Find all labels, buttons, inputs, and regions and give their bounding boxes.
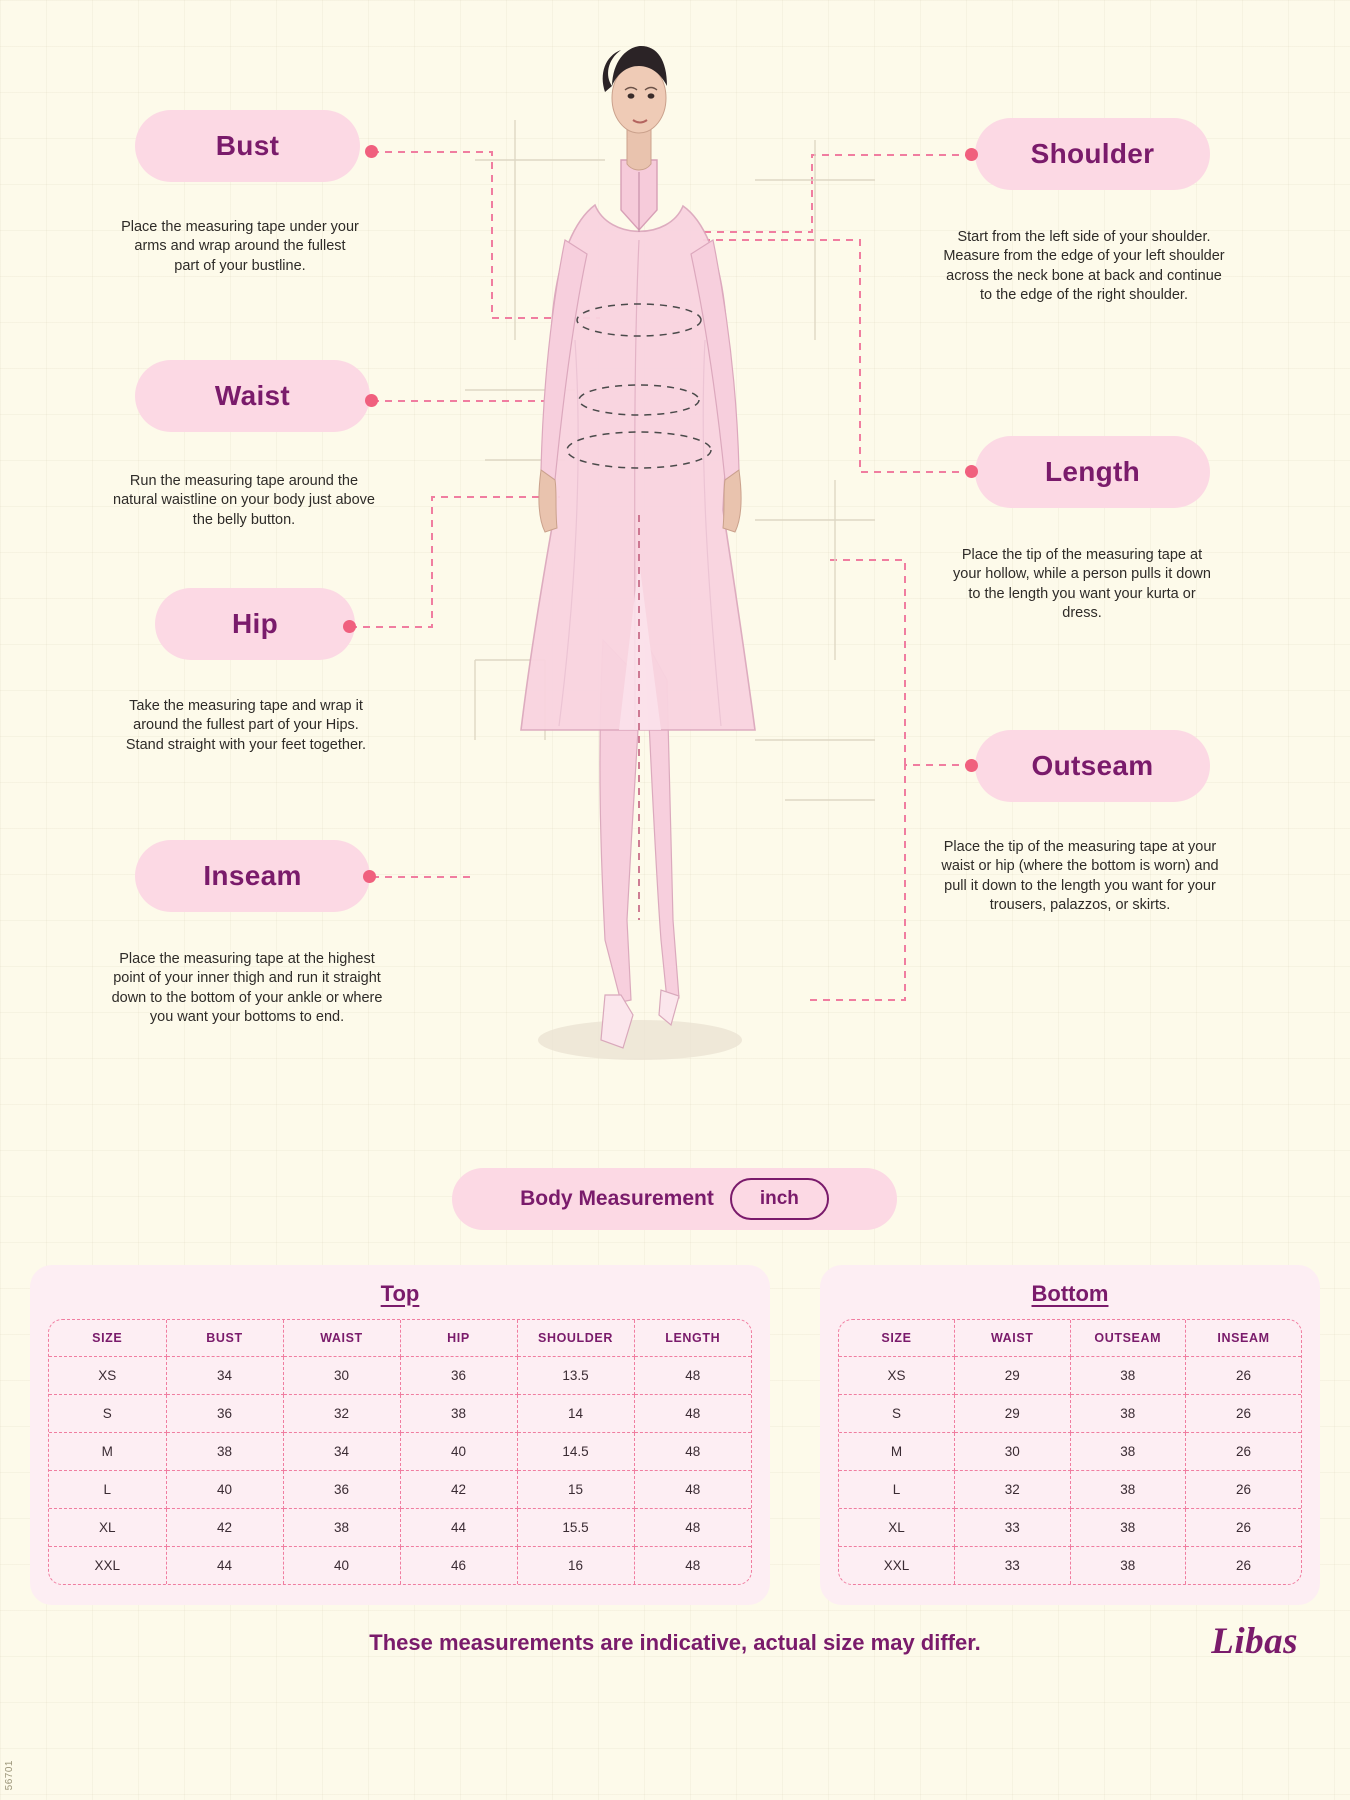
bottom-table-column-header: INSEAM	[1186, 1320, 1302, 1357]
top-table-title: Top	[380, 1281, 420, 1306]
bottom-table-cell: 29	[955, 1357, 1071, 1395]
bottom-table-cell: XL	[839, 1509, 955, 1547]
top-table-cell: M	[49, 1433, 166, 1471]
top-table-cell: 46	[400, 1547, 517, 1585]
table-row	[49, 1471, 751, 1509]
table-row	[49, 1547, 751, 1585]
pill-inseam-label: Inseam	[203, 860, 302, 891]
top-table-cell: XS	[49, 1357, 166, 1395]
top-table-column-header: BUST	[166, 1320, 283, 1357]
pill-bust-label: Bust	[215, 130, 280, 161]
top-table-cell: 40	[166, 1471, 283, 1509]
bottom-table-cell: 29	[955, 1395, 1071, 1433]
footer-note: These measurements are indicative, actual size may differ.	[369, 1630, 981, 1655]
top-table-cell: 48	[634, 1395, 751, 1433]
bottom-table-cell: XS	[839, 1357, 955, 1395]
bottom-table-cell: 33	[955, 1547, 1071, 1585]
pill-length-label: Length	[1044, 456, 1141, 487]
top-table-cell: 36	[283, 1471, 400, 1509]
table-row	[839, 1357, 1301, 1395]
table-row	[839, 1395, 1301, 1433]
desc-inseam: Place the measuring tape at the highest point of your inner thigh and run it straight down to the bottom of your ankle or where you want your bottoms to end.	[111, 951, 383, 1025]
top-table-cell: S	[49, 1395, 166, 1433]
unit-toggle[interactable]: inch	[730, 1178, 829, 1220]
table-row	[839, 1509, 1301, 1547]
pill-bust[interactable]	[135, 110, 360, 182]
table-row	[49, 1509, 751, 1547]
pill-shoulder[interactable]	[975, 118, 1210, 190]
top-table-cell: 14.5	[517, 1433, 634, 1471]
top-table-cell: 36	[400, 1357, 517, 1395]
top-table-cell: 14	[517, 1395, 634, 1433]
bottom-table-cell: 38	[1070, 1509, 1186, 1547]
top-table-cell: 48	[634, 1547, 751, 1585]
table-row	[839, 1547, 1301, 1585]
anchor-dot-inseam	[363, 870, 376, 883]
desc-hip: Take the measuring tape and wrap it around the fullest part of your Hips. Stand straight with your feet together.	[125, 698, 367, 753]
bottom-table-cell: 26	[1186, 1433, 1302, 1471]
bottom-table-cell: M	[839, 1433, 955, 1471]
bottom-table-cell: L	[839, 1471, 955, 1509]
anchor-dot-waist	[365, 394, 378, 407]
top-table-cell: L	[49, 1471, 166, 1509]
pill-outseam[interactable]	[975, 730, 1210, 802]
top-table-cell: 48	[634, 1471, 751, 1509]
bottom-table-column-header: SIZE	[839, 1320, 955, 1357]
top-table-column-header: WAIST	[283, 1320, 400, 1357]
table-row	[49, 1357, 751, 1395]
top-table-cell: XL	[49, 1509, 166, 1547]
body-measurement-label: Body Measurement	[520, 1187, 714, 1210]
pill-hip-label: Hip	[231, 608, 278, 639]
bottom-size-table	[839, 1320, 1301, 1584]
table-row	[839, 1433, 1301, 1471]
corner-code: 56701	[4, 1759, 15, 1790]
bottom-table-cell: 38	[1070, 1395, 1186, 1433]
anchor-dot-outseam	[965, 759, 978, 772]
top-table-cell: 44	[400, 1509, 517, 1547]
bottom-table-cell: 30	[955, 1433, 1071, 1471]
model-illustration	[455, 40, 895, 1120]
top-table-cell: 48	[634, 1509, 751, 1547]
desc-length: Place the tip of the measuring tape at your hollow, while a person pulls it down to the length you want your kurta or dress.	[953, 547, 1211, 621]
desc-bust: Place the measuring tape under your arms and wrap around the fullest part of your bustline.	[121, 219, 359, 274]
pill-waist-label: Waist	[214, 380, 291, 411]
top-table-cell: 38	[166, 1433, 283, 1471]
top-table-cell: 40	[400, 1433, 517, 1471]
bottom-table-cell: 32	[955, 1471, 1071, 1509]
body-measurement-bar	[452, 1168, 897, 1230]
pill-hip[interactable]	[155, 588, 355, 660]
table-row	[49, 1433, 751, 1471]
bottom-table-cell: 26	[1186, 1395, 1302, 1433]
top-table-column-header: LENGTH	[634, 1320, 751, 1357]
top-table-cell: 15.5	[517, 1509, 634, 1547]
bottom-size-table-card	[820, 1265, 1320, 1605]
anchor-dot-bust	[365, 145, 378, 158]
top-table-cell: 13.5	[517, 1357, 634, 1395]
bottom-table-cell: S	[839, 1395, 955, 1433]
bottom-table-column-header: OUTSEAM	[1070, 1320, 1186, 1357]
pill-length[interactable]	[975, 436, 1210, 508]
top-table-cell: 48	[634, 1357, 751, 1395]
anchor-dot-shoulder	[965, 148, 978, 161]
top-table-cell: 32	[283, 1395, 400, 1433]
desc-waist: Run the measuring tape around the natural waistline on your body just above the belly button.	[113, 473, 375, 528]
top-table-cell: 42	[400, 1471, 517, 1509]
bottom-table-cell: 38	[1070, 1471, 1186, 1509]
top-table-cell: 15	[517, 1471, 634, 1509]
top-table-cell: 30	[283, 1357, 400, 1395]
table-row	[839, 1471, 1301, 1509]
bottom-table-cell: 26	[1186, 1509, 1302, 1547]
pill-inseam[interactable]	[135, 840, 370, 912]
anchor-dot-length	[965, 465, 978, 478]
top-table-header-row	[49, 1320, 751, 1357]
top-size-table	[49, 1320, 751, 1584]
top-table-cell: 40	[283, 1547, 400, 1585]
bottom-table-cell: 38	[1070, 1357, 1186, 1395]
pill-outseam-label: Outseam	[1031, 750, 1154, 781]
bottom-table-cell: 33	[955, 1509, 1071, 1547]
bottom-table-cell: 38	[1070, 1433, 1186, 1471]
brand-logo: Libas	[1211, 1621, 1298, 1662]
bottom-table-cell: 26	[1186, 1471, 1302, 1509]
bottom-table-cell: 26	[1186, 1547, 1302, 1585]
bottom-table-cell: 38	[1070, 1547, 1186, 1585]
top-table-cell: XXL	[49, 1547, 166, 1585]
desc-outseam: Place the tip of the measuring tape at your waist or hip (where the bottom is worn) and pull it down to the length you want for your trousers, palazzos, or skirts.	[941, 839, 1219, 913]
bottom-table-title: Bottom	[1031, 1281, 1109, 1306]
anchor-dot-hip	[343, 620, 356, 633]
top-table-cell: 34	[166, 1357, 283, 1395]
top-table-cell: 44	[166, 1547, 283, 1585]
top-table-cell: 16	[517, 1547, 634, 1585]
top-table-cell: 36	[166, 1395, 283, 1433]
table-row	[49, 1395, 751, 1433]
bottom-table-header-row	[839, 1320, 1301, 1357]
bottom-table-cell: XXL	[839, 1547, 955, 1585]
top-table-cell: 38	[283, 1509, 400, 1547]
top-table-column-header: SIZE	[49, 1320, 166, 1357]
top-table-column-header: HIP	[400, 1320, 517, 1357]
top-table-column-header: SHOULDER	[517, 1320, 634, 1357]
bottom-table-column-header: WAIST	[955, 1320, 1071, 1357]
pill-shoulder-label: Shoulder	[1030, 138, 1155, 169]
bottom-table-cell: 26	[1186, 1357, 1302, 1395]
desc-shoulder: Start from the left side of your shoulder. Measure from the edge of your left shoulder across the neck bone at back and continue to the edge of the right shoulder.	[943, 229, 1225, 303]
top-table-cell: 38	[400, 1395, 517, 1433]
top-table-cell: 48	[634, 1433, 751, 1471]
top-table-cell: 42	[166, 1509, 283, 1547]
top-size-table-card	[30, 1265, 770, 1605]
pill-waist[interactable]	[135, 360, 370, 432]
top-table-cell: 34	[283, 1433, 400, 1471]
